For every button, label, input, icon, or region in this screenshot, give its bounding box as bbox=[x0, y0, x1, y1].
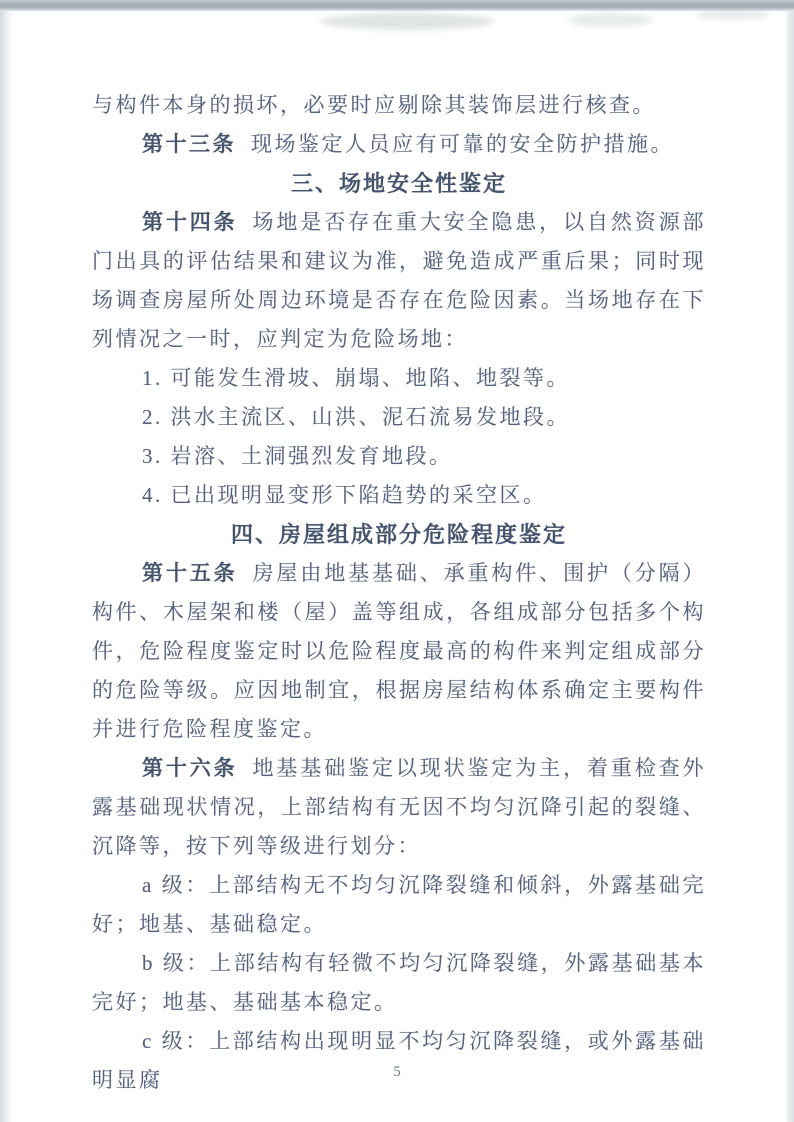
clause-15-number: 第十五条 bbox=[142, 562, 238, 585]
scan-smudge bbox=[320, 13, 495, 30]
scan-edge-right bbox=[786, 11, 794, 1122]
grade-a-paragraph: a 级：上部结构无不均匀沉降裂缝和倾斜，外露基础完好；地基、基础稳定。 bbox=[92, 873, 706, 936]
clause-16-number: 第十六条 bbox=[142, 757, 238, 780]
paragraph-continuation: 与构件本身的损坏，必要时应剔除其装饰层进行核查。 bbox=[92, 93, 656, 117]
clause-14-text: 场地是否存在重大安全隐患，以自然资源部门出具的评估结果和建议为准，避免造成严重后果；同时现场调查房屋所处周边环境是否存在危险因素。当场地存在下列情况之一时，应判定为危险场地： bbox=[92, 210, 706, 351]
clause-13-text: 现场鉴定人员应有可靠的安全防护措施。 bbox=[251, 132, 674, 156]
clause-13 bbox=[92, 125, 706, 164]
document-page-content bbox=[92, 86, 706, 1100]
clause-14-number: 第十四条 bbox=[142, 211, 238, 234]
section-heading-3: 三、场地安全性鉴定 bbox=[290, 171, 507, 196]
grade-c-paragraph: c 级：上部结构出现明显不均匀沉降裂缝，或外露基础明显腐 bbox=[92, 1029, 706, 1092]
clause-15 bbox=[92, 554, 706, 749]
clause-15-text: 房屋由地基基础、承重构件、围护（分隔）构件、木屋架和楼（屋）盖等组成，各组成部分包括多个构件，危险程度鉴定时以危险程度最高的构件来判定组成部分的危险等级。应因地制宜，根据房屋结构体系确定主要构件并进行危险程度鉴定。 bbox=[92, 561, 706, 741]
list-item-3: 3. 岩溶、土洞强烈发育地段。 bbox=[142, 444, 453, 468]
scan-smudge bbox=[695, 9, 770, 20]
section-heading-4: 四、房屋组成部分危险程度鉴定 bbox=[230, 522, 567, 547]
list-item-4: 4. 已出现明显变形下陷趋势的采空区。 bbox=[142, 483, 547, 507]
scan-edge-left bbox=[0, 11, 13, 1122]
clause-16 bbox=[92, 749, 706, 866]
clause-14 bbox=[92, 203, 706, 359]
list-item-1: 1. 可能发生滑坡、崩塌、地陷、地裂等。 bbox=[142, 366, 570, 390]
clause-13-number: 第十三条 bbox=[142, 133, 236, 156]
grade-b-paragraph: b 级：上部结构有轻微不均匀沉降裂缝，外露基础基本完好；地基、基础基本稳定。 bbox=[92, 951, 706, 1014]
clause-16-text: 地基基础鉴定以现状鉴定为主，着重检查外露基础现状情况，上部结构有无因不均匀沉降引起的裂缝、沉降等，按下列等级进行划分： bbox=[92, 756, 706, 858]
scan-edge-top bbox=[0, 0, 794, 11]
list-item-2: 2. 洪水主流区、山洪、泥石流易发地段。 bbox=[142, 405, 570, 429]
scan-smudge bbox=[568, 13, 653, 27]
page-number: 5 bbox=[393, 1064, 401, 1080]
